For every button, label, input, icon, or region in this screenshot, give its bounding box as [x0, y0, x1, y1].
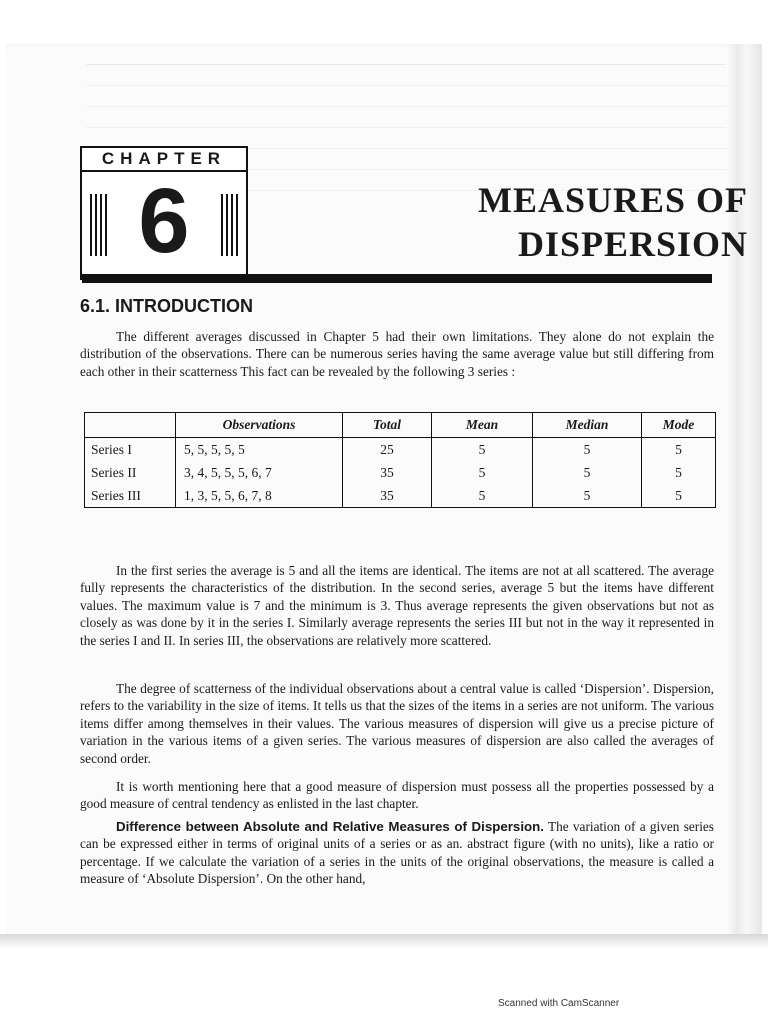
table-row	[85, 438, 716, 462]
title-rule	[82, 274, 712, 283]
table-cell: Series II	[85, 461, 176, 484]
table-cell: 5	[432, 438, 533, 462]
page-bottom-shadow	[0, 934, 768, 948]
paragraph-series-comparison: In the first series the average is 5 and all the items are identical. The items are not at all scattered. The average fully represents the characteristics of the distribution. In the second series, average 5 but the items have different values. The maximum value is 7 and the minimum is 3. Thus average represents the given observations but not as closely as was done by it in the series I. Similarly average represents the series III but not in the way it represented in the series I and II. In series III, the observations are relatively more scattered.	[80, 563, 714, 648]
chapter-title-line2: DISPERSION	[517, 224, 748, 264]
chapter-title-line1: MEASURES OF	[477, 180, 748, 220]
table-cell: 35	[343, 484, 432, 508]
table-cell: 1, 3, 5, 5, 6, 7, 8	[176, 484, 343, 508]
intro-paragraph: The different averages discussed in Chapter 5 had their own limitations. They alone do not explain the distribution of the observations. There can be numerous series having the same average value but still differing from each other in their scatterness This fact can be revealed by the following 3 series :	[80, 329, 714, 379]
chapter-title	[478, 178, 748, 266]
table-cell: 35	[343, 461, 432, 484]
decorative-bars-right	[221, 194, 238, 256]
table-row	[85, 461, 716, 484]
table-cell: 5	[533, 461, 642, 484]
table-cell: 3, 4, 5, 5, 5, 6, 7	[176, 461, 343, 484]
table-cell: 5	[432, 461, 533, 484]
table-header: Total	[343, 413, 432, 438]
paragraph-dispersion-definition: The degree of scatterness of the individual observations about a central value is called ‘Dispersion’. Dispersion, refers to the variability in the size of items. It tells us that the sizes of the items in a series are not uniform. The various items differ among themselves in their values. The various measures of dispersion will give us a precise picture of variation in the various items of a given series. The various measures of dispersion are also called the averages of second order.	[80, 681, 714, 766]
chapter-label: CHAPTER	[82, 148, 246, 172]
paragraph-body: The variation of a given series can be expressed either in terms of original units of a series or as an. abstract figure (with no units), like a ratio or percentage. If we calculate the variation of a series in the units of the original observations, the measure is called a measure of ‘Absolute Dispersion’. On the other hand,	[80, 819, 714, 887]
paragraph-good-measure: It is worth mentioning here that a good measure of dispersion must possess all the properties possessed by a good measure of central tendency as enlisted in the last chapter.	[80, 779, 714, 812]
series-table	[84, 412, 716, 508]
table-header: Mode	[642, 413, 716, 438]
table-header	[85, 413, 176, 438]
table-header: Mean	[432, 413, 533, 438]
chapter-number: 6	[138, 170, 190, 272]
paragraph-absolute-relative	[80, 818, 714, 888]
table-cell: 5	[533, 438, 642, 462]
table-cell: 5	[533, 484, 642, 508]
chapter-box	[80, 146, 248, 280]
table-header: Median	[533, 413, 642, 438]
decorative-bars-left	[90, 194, 107, 256]
scanner-watermark: Scanned with CamScanner	[498, 998, 620, 1009]
table-cell: 5, 5, 5, 5, 5	[176, 438, 343, 462]
table-cell: Series I	[85, 438, 176, 462]
table-header-row	[85, 413, 716, 438]
paragraph-lead-heading: Difference between Absolute and Relative Measures of Dispersion.	[116, 819, 544, 834]
table-header: Observations	[176, 413, 343, 438]
section-heading: 6.1. INTRODUCTION	[80, 296, 254, 316]
table-cell: Series III	[85, 484, 176, 508]
table-cell: 5	[432, 484, 533, 508]
table-cell: 5	[642, 438, 716, 462]
table-cell: 25	[343, 438, 432, 462]
scan-background	[0, 0, 768, 44]
table-cell: 5	[642, 461, 716, 484]
table-cell: 5	[642, 484, 716, 508]
chapter-number-area	[82, 172, 246, 278]
table-row	[85, 484, 716, 508]
